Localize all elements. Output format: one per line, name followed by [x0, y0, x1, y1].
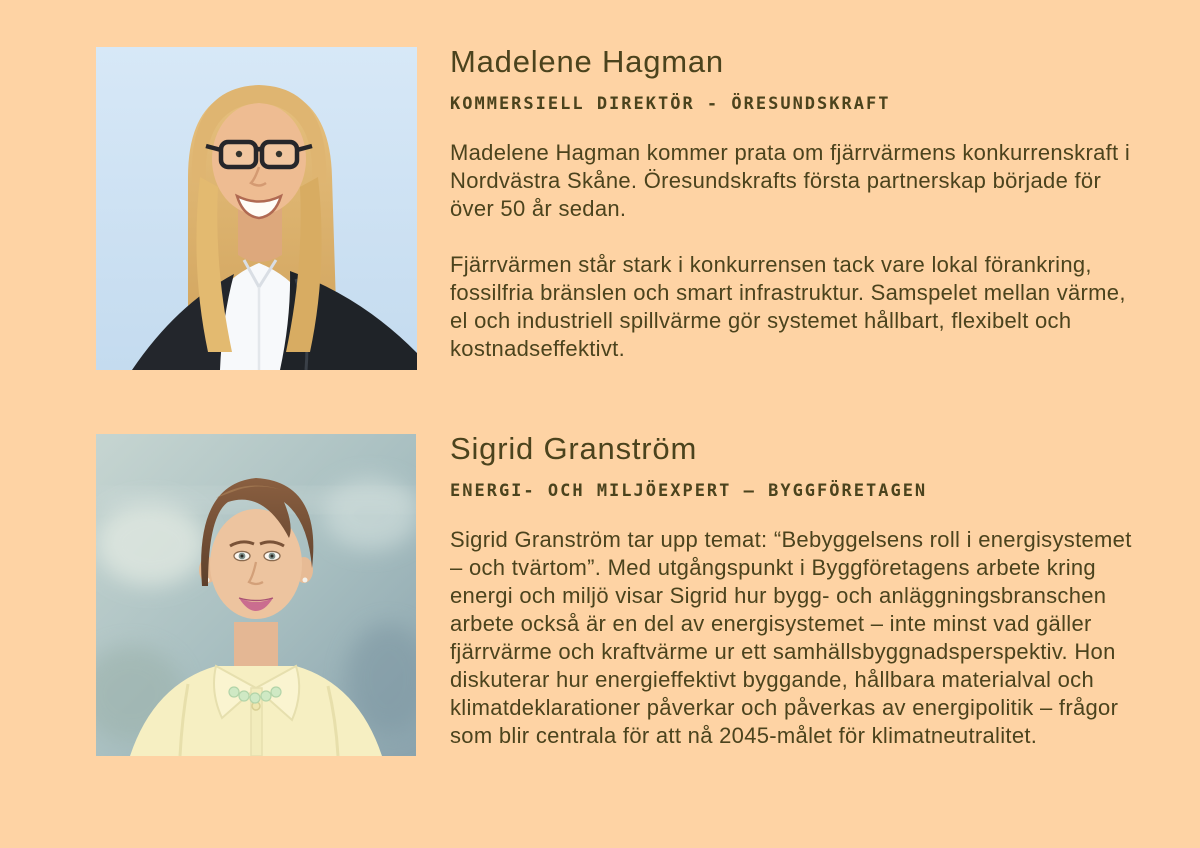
- speaker-bio-paragraph: Madelene Hagman kommer prata om fjärrvärmens konkurrenskraft i Nordvästra Skåne. Öresundskrafts första partnerskap började för över 50 år sedan.: [450, 140, 1131, 221]
- speaker-bio: [450, 139, 1140, 363]
- speaker-photo-madelene: [96, 47, 417, 370]
- speaker-name: Sigrid Granström: [450, 431, 698, 466]
- portrait-short-haired-woman-yellow-shirt-icon: [96, 434, 416, 756]
- speaker-name: Madelene Hagman: [450, 44, 724, 79]
- speaker-section-madelene: [450, 44, 1140, 363]
- speaker-role: KOMMERSIELL DIREKTÖR - ÖRESUNDSKRAFT: [450, 94, 891, 114]
- speaker-bio: [450, 526, 1140, 750]
- portrait-blonde-woman-glasses-dark-blazer-icon: [96, 47, 417, 370]
- speaker-photo-sigrid: [96, 434, 416, 756]
- speaker-bio-paragraph: Sigrid Granström tar upp temat: “Bebyggelsens roll i energisystemet – och tvärtom”. Med utgångspunkt i Byggföretagens arbete kring energi och miljö visar Sigrid hur bygg- och anläggningsbranschen arbete också är en del av energisystemet – inte minst vad gäller fjärrvärme och kraftvärme ur ett samhällsbyggnadsperspektiv. Hon diskuterar hur energieffektivt byggande, hållbara materialval och klimatdeklarationer påverkar och påverkas av energipolitik – frågor som blir centrala för att nå 2045-målet för klimatneutralitet.: [450, 527, 1132, 748]
- speaker-role: ENERGI- OCH MILJÖEXPERT – BYGGFÖRETAGEN: [450, 481, 928, 501]
- speaker-bio-paragraph: Fjärrvärmen står stark i konkurrensen tack vare lokal förankring, fossilfria bränslen och smart infrastruktur. Samspelet mellan värme, el och industriell spillvärme gör systemet hållbart, flexibelt och kostnadseffektivt.: [450, 252, 1126, 361]
- speaker-section-sigrid: [450, 431, 1140, 750]
